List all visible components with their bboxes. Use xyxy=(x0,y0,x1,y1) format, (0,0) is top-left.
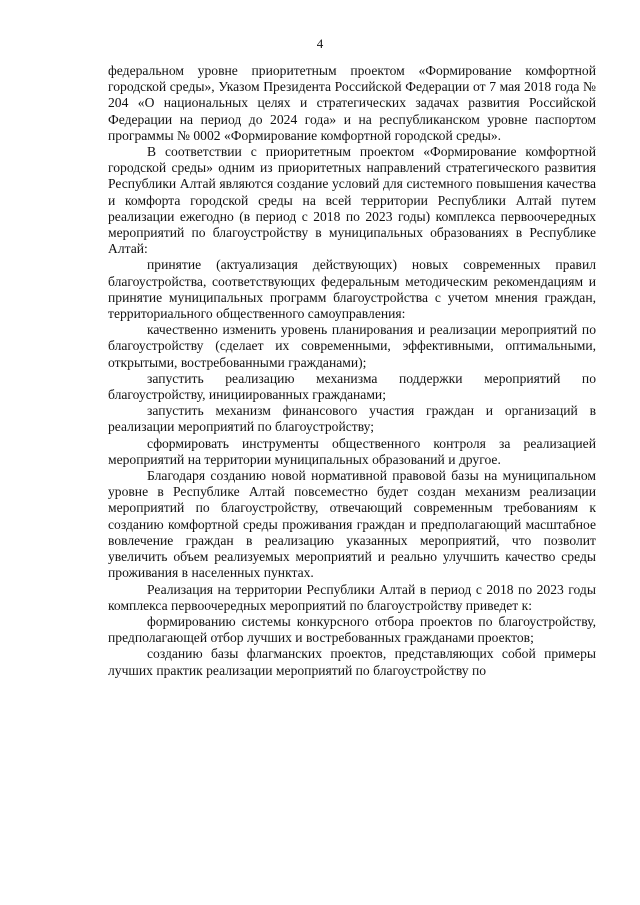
paragraph-list-item: формированию системы конкурсного отбора проектов по благоустройству, предполагающей отбор лучших и востребованных гражданами проектов; xyxy=(108,613,596,646)
document-body xyxy=(108,63,596,679)
paragraph-list-item: сформировать инструменты общественного контроля за реализацией мероприятий на территории муниципальных образований и другое. xyxy=(108,435,596,467)
page-number: 4 xyxy=(316,36,324,51)
paragraph: Реализация на территории Республики Алтай в период с 2018 по 2023 годы комплекса первоочередных мероприятий по благоустройству приведет к: xyxy=(108,581,596,613)
paragraph: Благодаря созданию новой нормативной правовой базы на муниципальном уровне в Республике Алтай повсеместно будет создан механизм реализации мероприятий по благоустройству, отвечающий современным требованиям к созданию комфортной среды проживания граждан и предполагающий масштабное вовлечение граждан в реализацию указанных мероприятий, что позволит увеличить объем реализуемых мероприятий и реально улучшить качество среды проживания в населенных пунктах. xyxy=(108,468,596,581)
paragraph-list-item: запустить механизм финансового участия граждан и организаций в реализации мероприятий по благоустройству; xyxy=(108,403,596,435)
paragraph-list-item: качественно изменить уровень планирования и реализации мероприятий по благоустройству (сделает их современными, эффективными, оптимальными, открытыми, востребованными гражданами); xyxy=(108,322,596,370)
paragraph-list-item: созданию базы флагманских проектов, представляющих собой примеры лучших практик реализации мероприятий по благоустройству по xyxy=(108,646,596,678)
paragraph-continuation: федеральном уровне приоритетным проектом «Формирование комфортной городской среды», Указом Президента Российской Федерации от 7 мая 2018 года № 204 «О национальных целях и стратегических задачах развития Российской Федерации на период до 2024 года» и на республиканском уровне паспортом программы № 0002 «Формирование комфортной городской среды». xyxy=(108,63,596,143)
paragraph: В соответствии с приоритетным проектом «Формирование комфортной городской среды» одним из приоритетных направлений стратегического развития Республики Алтай являются создание условий для системного повышения качества и комфорта городской среды на всей территории Республики Алтай путем реализации ежегодно (в период с 2018 по 2023 годы) комплекса первоочередных мероприятий по благоустройству в муниципальных образованиях в Республике Алтай: xyxy=(108,144,596,257)
paragraph-list-item: запустить реализацию механизма поддержки мероприятий по благоустройству, инициированных гражданами; xyxy=(108,370,596,403)
paragraph-list-item: принятие (актуализация действующих) новых современных правил благоустройства, соответствующих федеральным методическим рекомендациям и принятие муниципальных программ благоустройства с учетом мнения граждан, территориального общественного самоуправления: xyxy=(108,257,596,322)
